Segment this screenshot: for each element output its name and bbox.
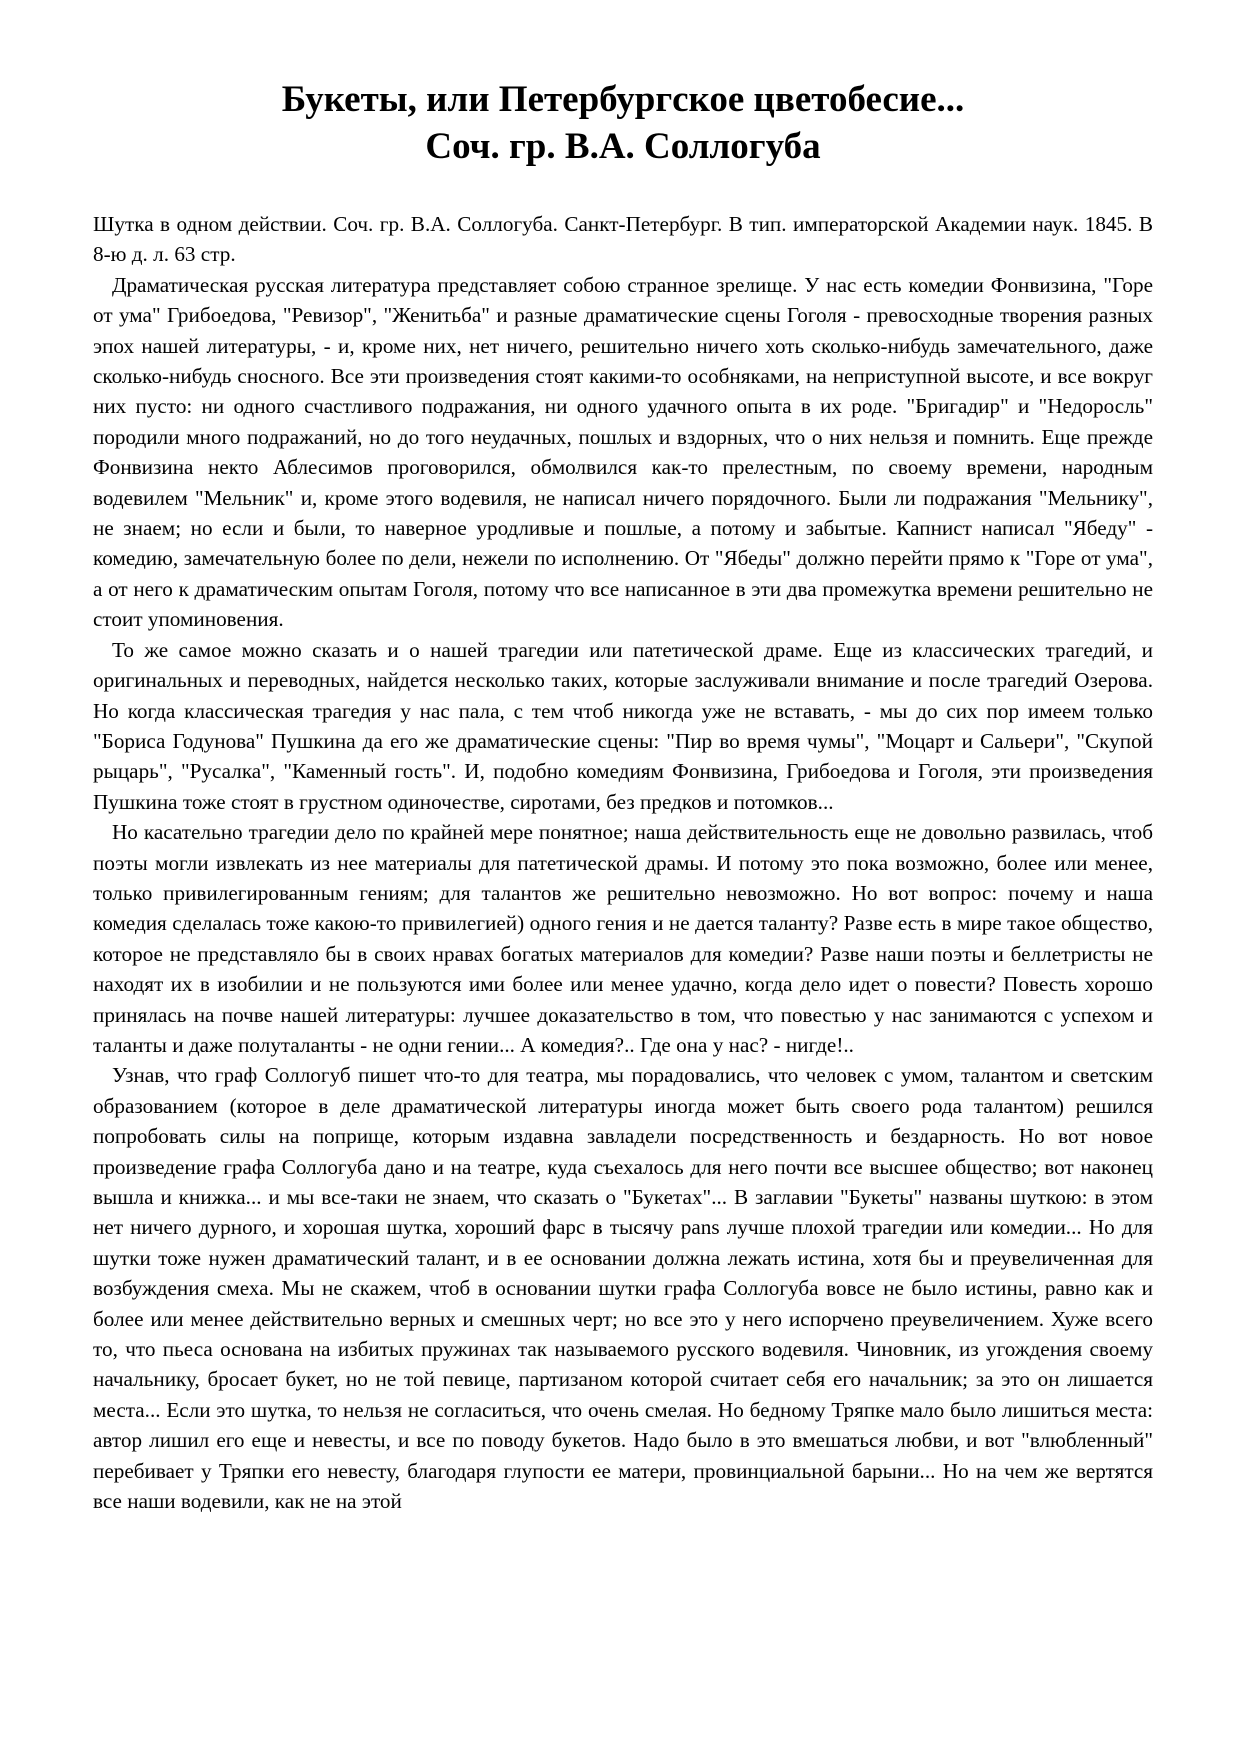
document-page bbox=[93, 76, 1153, 1516]
paragraph-1: Драматическая русская литература представляет собою странное зрелище. У нас есть комедии Фонвизина, "Горе от ума" Грибоедова, "Ревизор", "Женитьба" и разные драматические сцены Гоголя - превосходные творения разных эпох нашей литературы, - и, кроме них, нет ничего, решительно ничего хоть сколько-нибудь замечательного, даже сколько-нибудь сносного. Все эти произведения стоят какими-то особняками, на неприступной высоте, и все вокруг них пусто: ни одного счастливого подражания, ни одного удачного опыта в их роде. "Бригадир" и "Недоросль" породили много подражаний, но до того неудачных, пошлых и вздорных, что о них нельзя и помнить. Еще прежде Фонвизина некто Аблесимов проговорился, обмолвился как-то прелестным, по своему времени, народным водевилем "Мельник" и, кроме этого водевиля, не написал ничего порядочного. Были ли подражания "Мельнику", не знаем; но если и были, то наверное уродливые и пошлые, а потому и забытые. Капнист написал "Ябеду" - комедию, замечательную более по дели, нежели по исполнению. От "Ябеды" должно перейти прямо к "Горе от ума", а от него к драматическим опытам Гоголя, потому что все написанное в эти два промежутка времени решительно не стоит упоминовения. bbox=[93, 272, 1153, 632]
paragraph-2: То же самое можно сказать и о нашей трагедии или патетической драме. Еще из классических трагедий, и оригинальных и переводных, найдется несколько таких, которые заслуживали внимание и после трагедий Озерова. Но когда классическая трагедия у нас пала, с тем чтоб никогда уже не вставать, - мы до сих пор имеем только "Бориса Годунова" Пушкина да его же драматические сцены: "Пир во время чумы", "Моцарт и Сальери", "Скупой рыцарь", "Русалка", "Каменный гость". И, подобно комедиям Фонвизина, Грибоедова и Гоголя, эти произведения Пушкина тоже стоят в грустном одиночестве, сиротами, без предков и потомков... bbox=[93, 637, 1153, 814]
title-line-2: Соч. гр. В.А. Соллогуба bbox=[425, 126, 821, 167]
bibliographic-note: Шутка в одном действии. Соч. гр. В.А. Соллогуба. Санкт-Петербург. В тип. императорской Академии наук. 1845. В 8-ю д. л. 63 стр. bbox=[93, 212, 1153, 267]
paragraph-3: Но касательно трагедии дело по крайней мере понятное; наша действительность еще не довольно развилась, чтоб поэты могли извлекать из нее материалы для патетической драмы. И потому это пока возможно, более или менее, только привилегированным гениям; для талантов же решительно невозможно. Но вот вопрос: почему и наша комедия сделалась тоже какою-то привилегией) одного гения и не дается таланту? Разве есть в мире такое общество, которое не представляло бы в своих нравах богатых материалов для комедии? Разве наши поэты и беллетристы не находят их в изобилии и не пользуются ими более или менее удачно, когда дело идет о повести? Повесть хорошо принялась на почве нашей литературы: лучшее доказательство в том, что повестью у нас занимаются с успехом и таланты и даже полуталанты - не одни гении... А комедия?.. Где она у нас? - нигде!.. bbox=[93, 820, 1153, 1057]
paragraph-4: Узнав, что граф Соллогуб пишет что-то для театра, мы порадовались, что человек с умом, талантом и светским образованием (которое в деле драматической литературы иногда может быть своего рода талантом) решился попробовать силы на поприще, которым издавна завладели посредственность и бездарность. Но вот новое произведение графа Соллогуба дано и на театре, куда съехалось для него почти все высшее общество; вот наконец вышла и книжка... и мы все-таки не знаем, что сказать о "Букетах"... В заглавии "Букеты" названы шуткою: в этом нет ничего дурного, и хорошая шутка, хороший фарс в тысячу pans лучше плохой трагедии или комедии... Но для шутки тоже нужен драматический талант, и в ее основании должна лежать истина, хотя бы и преувеличенная для возбуждения смеха. Мы не скажем, чтоб в основании шутки графа Соллогуба вовсе не было истины, равно как и более или менее действительно верных и смешных черт; но все это у него испорчено преувеличением. Хуже всего то, что пьеса основана на избитых пружинах так называемого русского водевиля. Чиновник, из угождения своему начальнику, бросает букет, но не той певице, партизаном которой считает себя его начальник; за это он лишается места... Если это шутка, то нельзя не согласиться, что очень смелая. Но бедному Тряпке мало было лишиться места: автор лишил его еще и невесты, и все по поводу букетов. Надо было в это вмешаться любви, и вот "влюбленный" перебивает у Тряпки его невесту, благодаря глупости ее матери, провинциальной барыни... Но на чем же вертятся все наши водевили, как не на этой bbox=[93, 1063, 1153, 1514]
title-line-1: Букеты, или Петербургское цветобесие... bbox=[281, 79, 965, 120]
document-title bbox=[93, 76, 1153, 170]
